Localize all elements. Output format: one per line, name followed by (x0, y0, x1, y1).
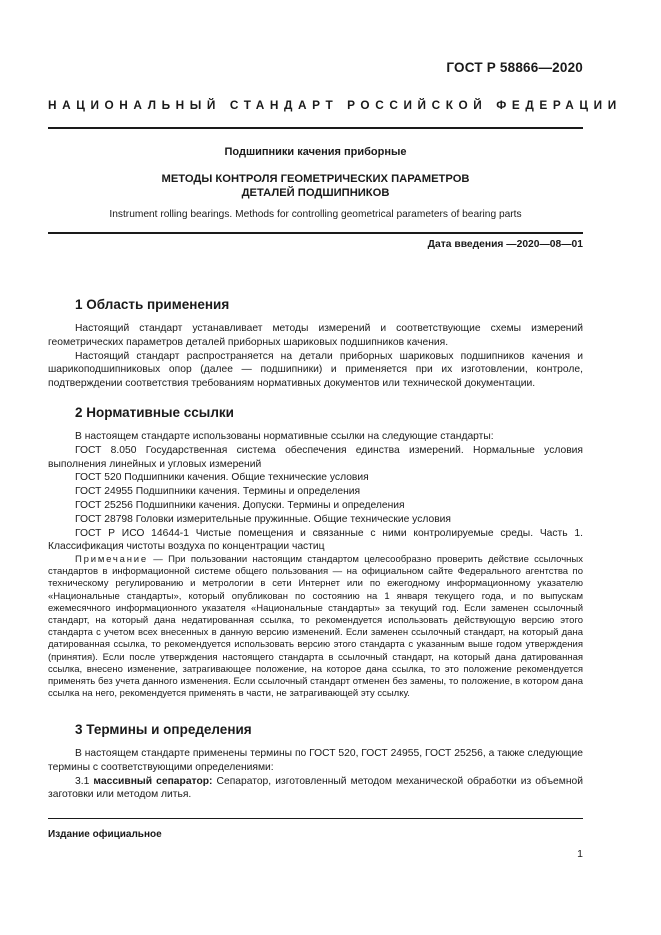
section-3-body (48, 747, 583, 802)
terms-intro: В настоящем стандарте применены термины по ГОСТ 520, ГОСТ 24955, ГОСТ 25256, а также следующие термины с соответствующими определениями: (48, 748, 583, 773)
footer-rule (48, 818, 583, 819)
section-2-heading: 2 Нормативные ссылки (75, 405, 234, 420)
reference-item: ГОСТ 8.050 Государственная система обеспечения единства измерений. Нормальные условия выполнения линейных и угловых измерений (48, 444, 583, 470)
term-name: массивный сепаратор: (93, 775, 213, 787)
section-1-body (48, 322, 583, 391)
english-title: Instrument rolling bearings. Methods for controlling geometrical parameters of bearing parts (109, 209, 522, 220)
national-standard-banner: НАЦИОНАЛЬНЫЙ СТАНДАРТ РОССИЙСКОЙ ФЕДЕРАЦИИ (48, 98, 622, 112)
title-line-1: МЕТОДЫ КОНТРОЛЯ ГЕОМЕТРИЧЕСКИХ ПАРАМЕТРОВ (161, 173, 470, 185)
references-intro: В настоящем стандарте использованы нормативные ссылки на следующие стандарты: (75, 431, 494, 442)
note-text: — При пользовании настоящим стандартом целесообразно проверить действие ссылочных стандартов в информационной системе общего пользования — на официальном сайте Федерального агентства по техническому регулированию и метрологии в сети Интернет или по ежегодному информационному указателю «Национальные стандарты», который опубликован по состоянию на 1 января текущего года, и по выпускам ежемесячного информационного указателя «Национальные стандарты» за текущий год. Если заменен ссылочный стандарт, на который дана недатированная ссылка, то рекомендуется использовать действующую версию этого стандарта с учетом всех внесенных в данную версию изменений. Если заменен ссылочный стандарт, на который дана датированная ссылка, то рекомендуется использовать версию этого стандарта с указанным выше годом утверждения (принятия). Если после утверждения настоящего стандарта в ссылочный стандарт, на который дана датированная ссылка, внесено изменение, затрагивающее положение, на которое дана ссылка, то это положение рекомендуется применять без учета данного изменения. Если ссылочный стандарт отменен без замены, то положение, в котором дана ссылка на него, рекомендуется применять в части, не затрагивающей эту ссылку. (48, 554, 583, 700)
gost-number: ГОСТ Р 58866—2020 (446, 60, 583, 75)
top-rule (48, 127, 583, 129)
reference-item: ГОСТ 25256 Подшипники качения. Допуски. Термины и определения (75, 499, 405, 511)
document-subtitle: Подшипники качения приборные (224, 146, 407, 158)
term-text: Сепаратор, изготовленный методом механической обработки из объемной заготовки или методом литья. (48, 775, 583, 801)
title-bottom-rule (48, 232, 583, 234)
references-note (48, 554, 583, 700)
introduction-date: Дата введения —2020—08—01 (427, 239, 583, 250)
official-edition-label: Издание официальное (48, 829, 162, 840)
reference-item: ГОСТ Р ИСО 14644-1 Чистые помещения и связанные с ними контролируемые среды. Часть 1. Классификация чистоты воздуха по концентрации частиц (48, 527, 583, 553)
title-line-2: ДЕТАЛЕЙ ПОДШИПНИКОВ (241, 187, 390, 199)
term-definition (48, 775, 583, 803)
reference-item: ГОСТ 28798 Головки измерительные пружинные. Общие технические условия (75, 513, 451, 525)
note-label: Примечание (75, 554, 148, 565)
document-title (48, 172, 583, 200)
section-1-paragraph: Настоящий стандарт устанавливает методы измерений и соответствующие схемы измерений геометрических параметров деталей приборных шариковых подшипников качения. (48, 323, 583, 348)
term-number: 3.1 (75, 775, 94, 787)
reference-item: ГОСТ 24955 Подшипники качения. Термины и определения (75, 486, 361, 498)
section-2-body (48, 430, 583, 554)
section-1-heading: 1 Область применения (75, 297, 230, 312)
page-number: 1 (577, 848, 583, 860)
reference-item: ГОСТ 520 Подшипники качения. Общие технические условия (75, 472, 369, 484)
section-1-paragraph: Настоящий стандарт распространяется на детали приборных шариковых подшипников качения и шарикоподшипниковых опор (далее — подшипники) и применяется при их изготовлении, контроле, подтверждении соответствия требованиям нормативных документов или технической документации. (48, 350, 583, 390)
section-3-heading: 3 Термины и определения (75, 722, 252, 737)
